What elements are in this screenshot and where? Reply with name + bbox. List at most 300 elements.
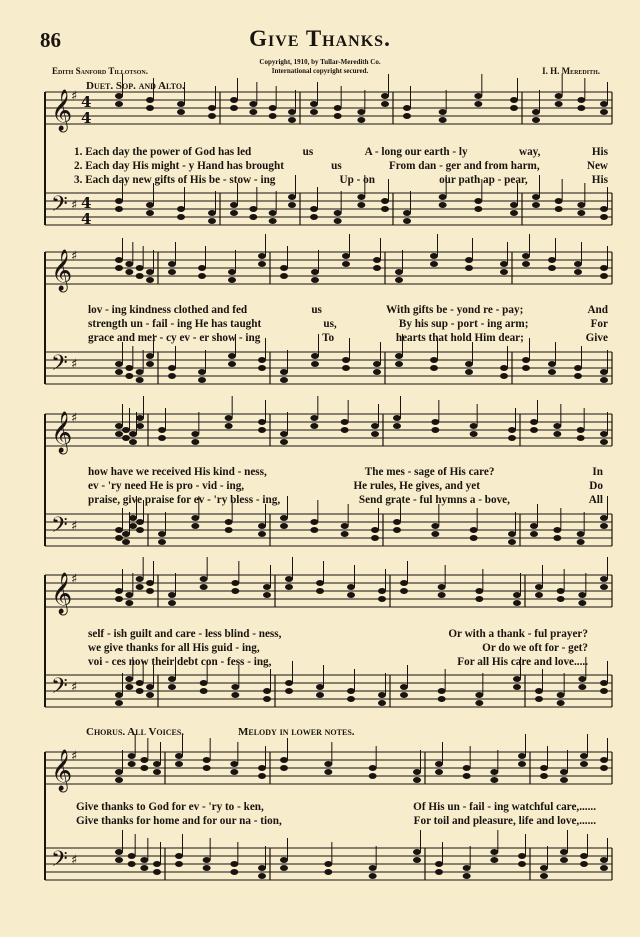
note-head: [136, 369, 144, 375]
lyric-fragment: His: [591, 146, 608, 158]
note-head: [228, 353, 236, 359]
note-head: [600, 688, 608, 694]
note-head: [373, 257, 381, 263]
note-head: [357, 194, 365, 200]
note-head: [200, 584, 208, 590]
note-head: [577, 210, 585, 216]
note-head: [140, 865, 148, 871]
note-head: [518, 753, 526, 759]
note-head: [249, 109, 257, 115]
note-head: [560, 857, 568, 863]
note-head: [510, 210, 518, 216]
note-head: [463, 773, 471, 779]
note-head: [334, 210, 342, 216]
note-head: [258, 357, 266, 363]
note-head: [231, 684, 239, 690]
note-head: [347, 592, 355, 598]
note-head: [115, 431, 123, 437]
note-head: [373, 265, 381, 271]
bass-clef-icon: 𝄢: [51, 351, 68, 381]
note-head: [146, 361, 154, 367]
note-head: [413, 777, 421, 783]
note-head: [373, 361, 381, 367]
note-head: [430, 357, 438, 363]
note-head: [230, 761, 238, 767]
note-head: [403, 210, 411, 216]
note-head: [435, 869, 443, 875]
note-head: [600, 101, 608, 107]
note-head: [577, 531, 585, 537]
note-head: [535, 688, 543, 694]
note-head: [508, 539, 516, 545]
note-head: [553, 527, 561, 533]
lyric-fragment: Or do we oft for - get?: [482, 642, 588, 654]
note-head: [140, 765, 148, 771]
note-head: [378, 700, 386, 706]
note-head: [530, 531, 538, 537]
note-head: [600, 680, 608, 686]
note-head: [115, 423, 123, 429]
note-head: [578, 600, 586, 606]
note-head: [122, 531, 130, 537]
note-head: [475, 700, 483, 706]
note-head: [522, 253, 530, 259]
note-head: [125, 261, 133, 267]
note-head: [269, 113, 277, 119]
lyric-fragment: we give thanks for all His guid - ing,: [88, 642, 260, 654]
note-head: [548, 257, 556, 263]
note-head: [395, 361, 403, 367]
note-head: [200, 576, 208, 582]
note-head: [560, 769, 568, 775]
note-head: [557, 596, 565, 602]
note-head: [371, 535, 379, 541]
note-head: [191, 515, 199, 521]
chorus-marking: Chorus. All Voices.: [86, 726, 185, 738]
note-head: [310, 214, 318, 220]
sharp-icon: ♯: [71, 249, 78, 264]
note-head: [555, 198, 563, 204]
note-head: [431, 419, 439, 425]
note-head: [540, 765, 548, 771]
hymn-title: Give Thanks.: [249, 26, 391, 51]
note-head: [115, 588, 123, 594]
note-head: [269, 210, 277, 216]
note-head: [439, 202, 447, 208]
note-head: [574, 365, 582, 371]
note-head: [578, 676, 586, 682]
note-head: [510, 97, 518, 103]
note-head: [269, 105, 277, 111]
note-head: [347, 584, 355, 590]
note-head: [203, 865, 211, 871]
note-head: [465, 369, 473, 375]
lyrics-system-2: [88, 303, 608, 345]
note-head: [146, 202, 154, 208]
note-head: [230, 861, 238, 867]
note-head: [175, 753, 183, 759]
note-head: [522, 357, 530, 363]
note-head: [136, 527, 144, 533]
bass-clef-icon: 𝄢: [51, 674, 68, 704]
note-head: [258, 765, 266, 771]
note-head: [393, 519, 401, 525]
note-head: [535, 584, 543, 590]
note-head: [168, 269, 176, 275]
note-head: [125, 592, 133, 598]
lyric-fragment: 3. Each day new gifts of His be - stow - ing: [74, 174, 276, 186]
note-head: [439, 117, 447, 123]
note-head: [115, 700, 123, 706]
note-head: [310, 519, 318, 525]
note-head: [324, 761, 332, 767]
note-head: [324, 769, 332, 775]
note-head: [513, 684, 521, 690]
note-head: [530, 523, 538, 529]
note-head: [230, 97, 238, 103]
note-head: [230, 210, 238, 216]
note-head: [208, 113, 216, 119]
note-head: [400, 692, 408, 698]
note-head: [136, 584, 144, 590]
note-head: [347, 696, 355, 702]
note-head: [228, 361, 236, 367]
lyric-verse-line: [88, 655, 588, 669]
note-head: [263, 696, 271, 702]
note-head: [600, 584, 608, 590]
note-head: [474, 206, 482, 212]
note-head: [373, 369, 381, 375]
note-head: [475, 596, 483, 602]
note-head: [175, 861, 183, 867]
note-head: [553, 535, 561, 541]
note-head: [600, 439, 608, 445]
note-head: [530, 419, 538, 425]
lyric-fragment: All: [588, 494, 603, 506]
lyric-verse-line: [74, 159, 608, 173]
note-head: [378, 588, 386, 594]
note-head: [600, 523, 608, 529]
note-head: [115, 265, 123, 271]
note-head: [115, 769, 123, 775]
note-head: [136, 265, 144, 271]
lyric-fragment: For all His care and love.....: [457, 656, 588, 668]
lyric-fragment: self - ish guilt and care - less blind - ness,: [88, 628, 282, 640]
note-head: [153, 769, 161, 775]
note-head: [115, 257, 123, 263]
note-head: [490, 857, 498, 863]
note-head: [400, 588, 408, 594]
note-head: [403, 105, 411, 111]
treble-clef-icon: 𝄞: [51, 90, 73, 131]
note-head: [310, 527, 318, 533]
sharp-icon: ♯: [71, 853, 78, 868]
note-head: [430, 261, 438, 267]
note-head: [548, 369, 556, 375]
note-head: [470, 431, 478, 437]
note-head: [129, 515, 137, 521]
note-head: [403, 218, 411, 224]
note-head: [230, 202, 238, 208]
treble-clef-icon: 𝄞: [51, 250, 73, 291]
note-head: [129, 431, 137, 437]
lyric-verse-line: [88, 317, 608, 331]
note-head: [560, 777, 568, 783]
note-head: [311, 269, 319, 275]
note-head: [470, 535, 478, 541]
note-head: [381, 206, 389, 212]
note-head: [225, 423, 233, 429]
note-head: [553, 431, 561, 437]
note-head: [258, 261, 266, 267]
note-head: [553, 423, 561, 429]
note-head: [465, 257, 473, 263]
note-head: [136, 519, 144, 525]
note-head: [158, 435, 166, 441]
note-head: [518, 861, 526, 867]
note-head: [125, 600, 133, 606]
note-head: [400, 684, 408, 690]
note-head: [288, 194, 296, 200]
note-head: [431, 531, 439, 537]
note-head: [146, 692, 154, 698]
note-head: [203, 857, 211, 863]
note-head: [600, 515, 608, 521]
lyric-fragment: ev - 'ry need He is pro - vid - ing,: [88, 480, 245, 492]
note-head: [269, 218, 277, 224]
note-head: [518, 761, 526, 767]
note-head: [508, 427, 516, 433]
note-head: [177, 101, 185, 107]
note-head: [310, 415, 318, 421]
note-head: [600, 865, 608, 871]
note-head: [168, 365, 176, 371]
note-head: [532, 117, 540, 123]
note-head: [369, 873, 377, 879]
copyright-line: International copyright secured.: [271, 67, 369, 75]
note-head: [311, 361, 319, 367]
note-head: [258, 427, 266, 433]
note-head: [522, 365, 530, 371]
note-head: [263, 592, 271, 598]
lyric-fragment: To: [322, 332, 335, 344]
note-head: [153, 761, 161, 767]
lyric-verse-line: [74, 145, 608, 159]
lyric-fragment: Give thanks for home and for our na - tion,: [76, 815, 282, 827]
note-head: [500, 269, 508, 275]
lyric-fragment: Give: [585, 332, 608, 344]
note-head: [490, 777, 498, 783]
note-head: [208, 210, 216, 216]
note-head: [198, 265, 206, 271]
treble-clef-icon: 𝄞: [51, 412, 73, 453]
lyric-fragment: For toil and pleasure, life and love,......: [413, 815, 596, 827]
sharp-icon: ♯: [71, 680, 78, 695]
lyric-fragment: He rules, He gives, and yet: [353, 480, 480, 492]
note-head: [115, 857, 123, 863]
melody-note-marking: Melody in lower notes.: [238, 726, 355, 738]
note-head: [129, 439, 137, 445]
note-head: [578, 684, 586, 690]
note-head: [228, 269, 236, 275]
note-head: [115, 527, 123, 533]
note-head: [136, 273, 144, 279]
note-head: [280, 865, 288, 871]
note-head: [510, 105, 518, 111]
note-head: [600, 757, 608, 763]
note-head: [311, 277, 319, 283]
note-head: [532, 194, 540, 200]
note-head: [369, 773, 377, 779]
lyric-verse-line: [88, 303, 608, 317]
lyric-verse-line: [88, 479, 603, 493]
note-head: [578, 592, 586, 598]
note-head: [342, 261, 350, 267]
note-head: [378, 692, 386, 698]
note-head: [225, 527, 233, 533]
note-head: [208, 218, 216, 224]
note-head: [115, 777, 123, 783]
note-head: [288, 117, 296, 123]
lyric-verse-line: [74, 173, 608, 187]
note-head: [129, 523, 137, 529]
note-head: [510, 202, 518, 208]
note-head: [115, 596, 123, 602]
note-head: [280, 377, 288, 383]
note-head: [249, 214, 257, 220]
lyric-fragment: Up - on: [339, 174, 375, 186]
note-head: [258, 365, 266, 371]
page-number: 86: [40, 28, 61, 52]
note-head: [334, 218, 342, 224]
lyric-fragment: A - long our earth - ly: [364, 146, 468, 158]
note-head: [280, 515, 288, 521]
time-signature-numerator: 4: [81, 93, 92, 111]
note-head: [378, 596, 386, 602]
note-head: [146, 684, 154, 690]
note-head: [439, 109, 447, 115]
note-head: [310, 423, 318, 429]
note-head: [577, 539, 585, 545]
note-head: [600, 206, 608, 212]
note-head: [560, 849, 568, 855]
duet-marking: Duet. Sop. and Alto.: [86, 80, 185, 92]
lyric-fragment: strength un - fail - ing He has taught: [88, 318, 262, 330]
note-head: [258, 531, 266, 537]
note-head: [316, 588, 324, 594]
lyrics-system-3: [88, 465, 603, 507]
note-head: [600, 273, 608, 279]
note-head: [438, 584, 446, 590]
note-head: [122, 539, 130, 545]
note-head: [357, 117, 365, 123]
note-head: [191, 523, 199, 529]
note-head: [357, 202, 365, 208]
note-head: [341, 427, 349, 433]
note-head: [128, 761, 136, 767]
note-head: [158, 531, 166, 537]
lyric-fragment: The mes - sage of His care?: [364, 466, 495, 478]
lyric-fragment: praise, give praise for ev - 'ry bless - ing,: [88, 494, 281, 506]
note-head: [600, 214, 608, 220]
note-head: [600, 765, 608, 771]
note-head: [177, 206, 185, 212]
note-head: [316, 580, 324, 586]
note-head: [310, 109, 318, 115]
note-head: [285, 576, 293, 582]
note-head: [231, 580, 239, 586]
note-head: [557, 588, 565, 594]
note-head: [280, 765, 288, 771]
note-head: [198, 369, 206, 375]
note-head: [438, 688, 446, 694]
note-head: [136, 688, 144, 694]
time-signature-denominator: 4: [81, 109, 92, 127]
note-head: [146, 97, 154, 103]
lyric-fragment: way,: [518, 146, 541, 158]
lyric-fragment: our path ap - pear,: [439, 174, 528, 186]
note-head: [500, 373, 508, 379]
note-head: [168, 592, 176, 598]
note-head: [371, 527, 379, 533]
note-head: [600, 109, 608, 115]
bass-clef-icon: 𝄢: [51, 513, 68, 543]
lyric-fragment: Of His un - fail - ing watchful care,......: [413, 801, 596, 813]
note-head: [413, 857, 421, 863]
note-head: [435, 769, 443, 775]
lyric-fragment: hearts that hold Him dear;: [395, 332, 524, 344]
note-head: [438, 592, 446, 598]
note-head: [115, 849, 123, 855]
lyric-fragment: From dan - ger and from harm,: [388, 160, 540, 172]
note-head: [555, 101, 563, 107]
note-head: [136, 576, 144, 582]
note-head: [128, 753, 136, 759]
note-head: [474, 198, 482, 204]
note-head: [431, 523, 439, 529]
note-head: [258, 523, 266, 529]
note-head: [470, 527, 478, 533]
note-head: [198, 377, 206, 383]
note-head: [341, 531, 349, 537]
note-head: [341, 419, 349, 425]
time-signature-numerator: 4: [81, 194, 92, 212]
note-head: [463, 765, 471, 771]
note-head: [228, 277, 236, 283]
note-head: [393, 415, 401, 421]
note-head: [577, 97, 585, 103]
note-head: [146, 269, 154, 275]
note-head: [146, 353, 154, 359]
note-head: [168, 676, 176, 682]
note-head: [285, 680, 293, 686]
note-head: [115, 692, 123, 698]
note-head: [140, 857, 148, 863]
note-head: [465, 265, 473, 271]
note-head: [490, 769, 498, 775]
note-head: [600, 265, 608, 271]
note-head: [263, 688, 271, 694]
note-head: [140, 757, 148, 763]
note-head: [532, 109, 540, 115]
note-head: [153, 861, 161, 867]
note-head: [475, 692, 483, 698]
note-head: [600, 377, 608, 383]
note-head: [381, 198, 389, 204]
sharp-icon: ♯: [71, 519, 78, 534]
note-head: [580, 853, 588, 859]
note-head: [430, 253, 438, 259]
